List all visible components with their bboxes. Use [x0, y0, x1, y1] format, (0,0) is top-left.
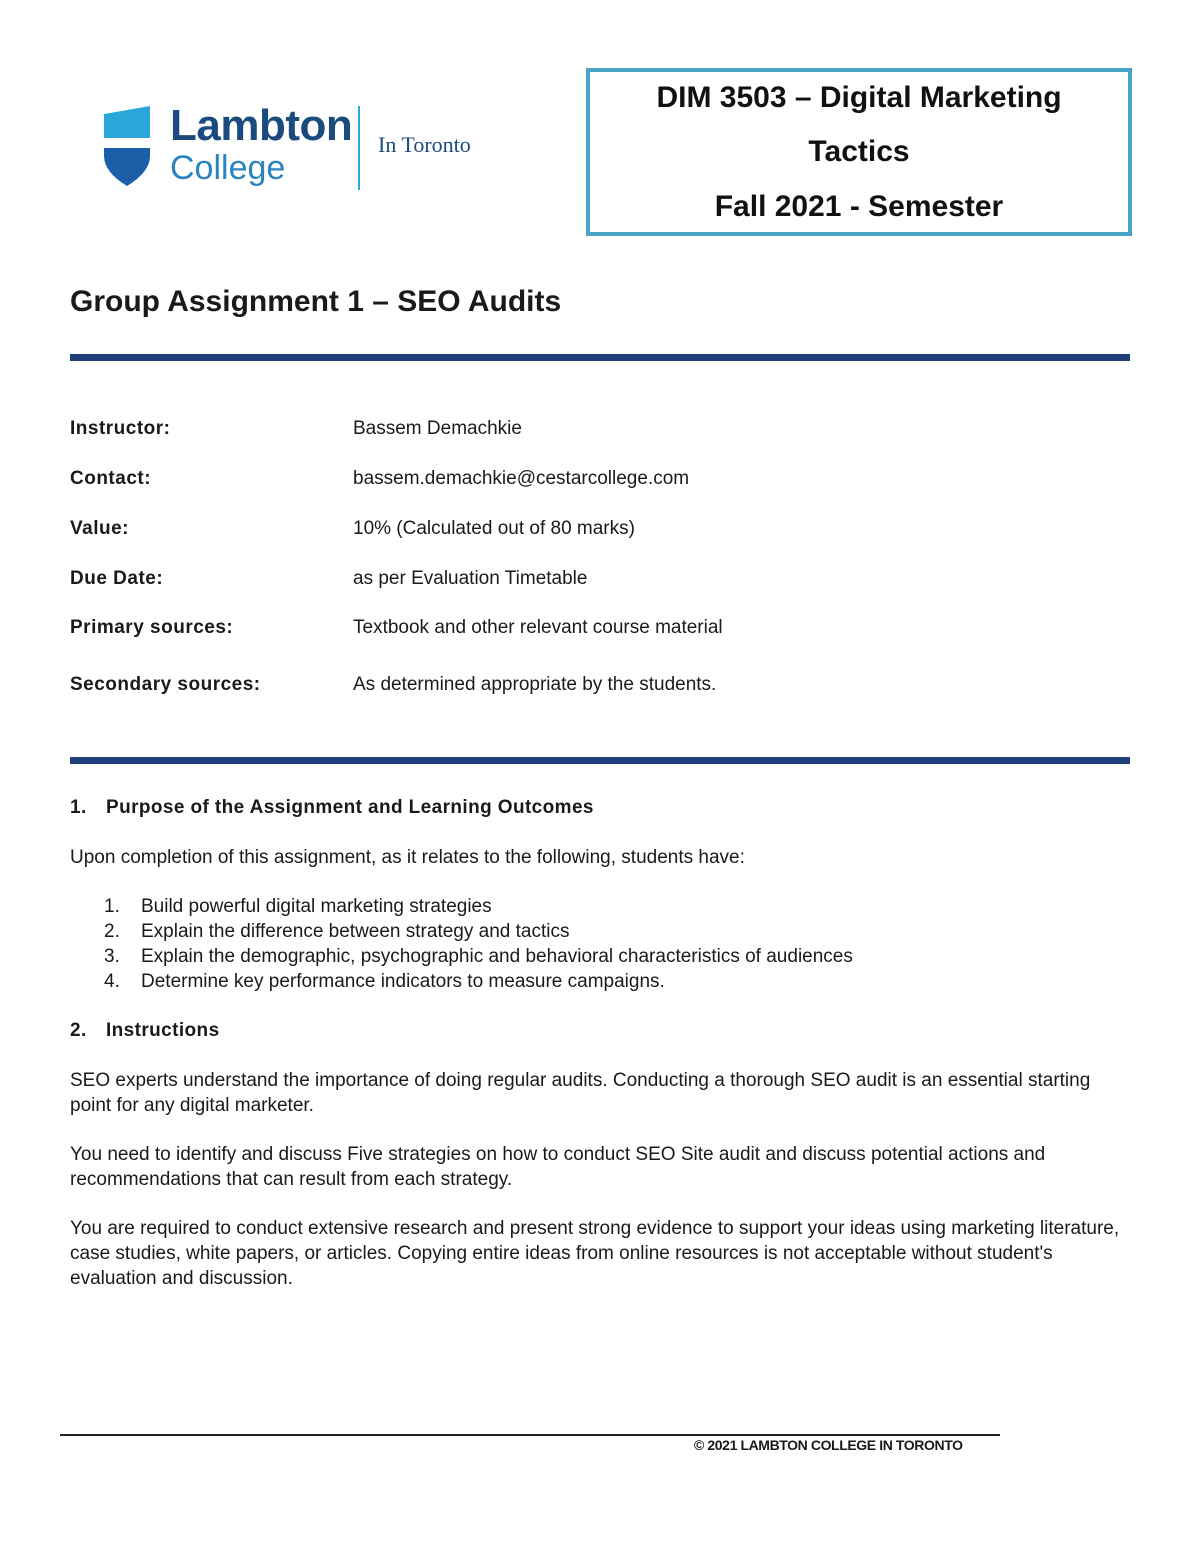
list-item — [70, 944, 1130, 969]
meta-label: Secondary sources: — [70, 674, 261, 695]
list-item — [70, 919, 1130, 944]
meta-value: 10% (Calculated out of 80 marks) — [353, 518, 635, 539]
meta-label: Instructor: — [70, 418, 171, 439]
footer-divider — [60, 1434, 1000, 1436]
meta-value: Textbook and other relevant course material — [353, 617, 723, 638]
list-text: Explain the demographic, psychographic and behavioral characteristics of audiences — [141, 946, 853, 967]
page-title: Group Assignment 1 – SEO Audits — [70, 285, 562, 318]
section-title: Purpose of the Assignment and Learning Outcomes — [106, 797, 594, 818]
meta-row-primary-sources — [70, 615, 1130, 641]
meta-label: Value: — [70, 518, 129, 539]
section-heading-instructions — [70, 1018, 220, 1044]
section-number: 2. — [70, 1020, 87, 1041]
middle-divider — [70, 757, 1130, 764]
meta-label: Primary sources: — [70, 617, 234, 638]
shield-icon — [100, 104, 156, 188]
meta-label: Due Date: — [70, 568, 164, 589]
section-title: Instructions — [106, 1020, 220, 1041]
course-semester: Fall 2021 - Semester — [714, 190, 1004, 223]
course-title-continued: Tactics — [808, 135, 910, 168]
meta-value: Bassem Demachkie — [353, 418, 522, 439]
list-text: Explain the difference between strategy and tactics — [141, 921, 570, 942]
meta-row-contact — [70, 466, 1130, 492]
list-number: 1. — [104, 896, 120, 917]
instructions-paragraph: You need to identify and discuss Five strategies on how to conduct SEO Site audit and discuss potential actions and recommendations that can result from each strategy. — [70, 1144, 1046, 1190]
college-logo — [100, 101, 480, 192]
meta-value: as per Evaluation Timetable — [353, 568, 588, 589]
section-number: 1. — [70, 797, 87, 818]
list-item — [70, 969, 1130, 994]
meta-row-instructor — [70, 416, 1130, 442]
course-info-box — [586, 68, 1132, 236]
list-number: 4. — [104, 971, 120, 992]
meta-row-secondary-sources — [70, 672, 1130, 698]
meta-value: As determined appropriate by the students. — [353, 674, 717, 695]
meta-label: Contact: — [70, 468, 152, 489]
list-text: Build powerful digital marketing strategies — [141, 896, 492, 917]
course-code-title: DIM 3503 – Digital Marketing — [656, 81, 1062, 114]
logo-location: In Toronto — [378, 132, 471, 157]
top-divider — [70, 354, 1130, 361]
footer-copyright: © 2021 LAMBTON COLLEGE IN TORONTO — [694, 1437, 963, 1453]
contact-email-link[interactable]: bassem.demachkie@cestarcollege.com — [353, 468, 690, 489]
outcomes-intro: Upon completion of this assignment, as it relates to the following, students have: — [70, 847, 745, 868]
meta-row-value — [70, 516, 1130, 542]
list-text: Determine key performance indicators to measure campaigns. — [141, 971, 665, 992]
list-item — [70, 894, 1130, 919]
logo-name-line2: College — [170, 149, 286, 187]
instructions-paragraph: You are required to conduct extensive research and present strong evidence to support your ideas using marketing literature, case studies, white papers, or articles. Copying entire ideas from online resources is not acceptable without student's evaluation and discussion. — [70, 1218, 1120, 1289]
meta-row-due-date — [70, 566, 1130, 592]
logo-divider — [358, 106, 360, 190]
logo-name-line1: Lambton — [170, 101, 353, 150]
instructions-paragraph: SEO experts understand the importance of doing regular audits. Conducting a thorough SEO audit is an essential starting point for any digital marketer. — [70, 1070, 1091, 1116]
learning-outcomes-list — [70, 894, 1130, 994]
list-number: 3. — [104, 946, 120, 967]
section-heading-purpose — [70, 795, 594, 821]
list-number: 2. — [104, 921, 120, 942]
